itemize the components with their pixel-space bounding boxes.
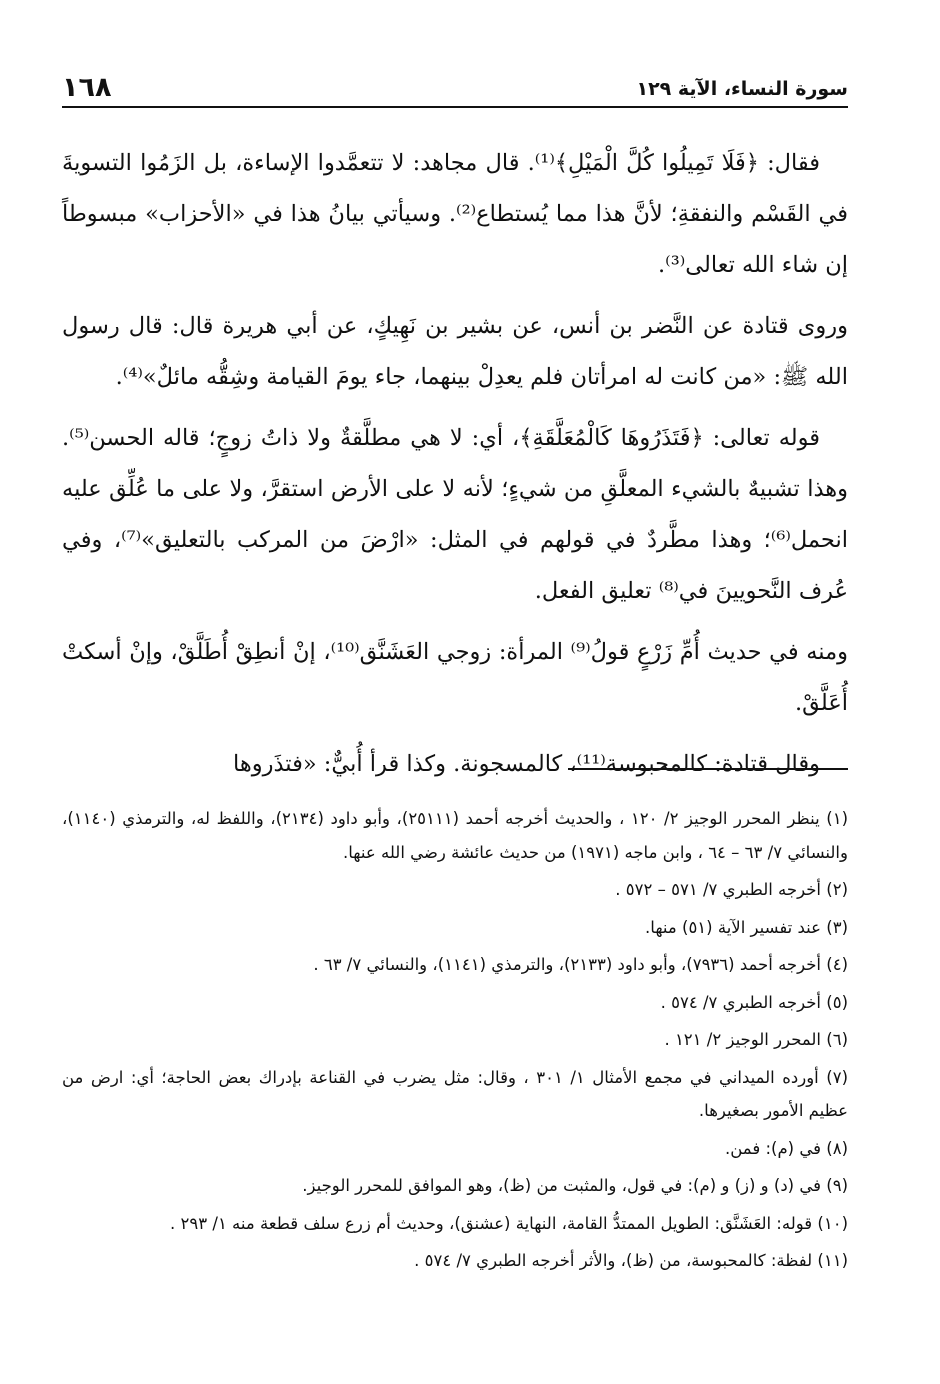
footnote: (٥) أخرجه الطبري ٧/ ٥٧٤ . [660, 992, 848, 1012]
footnote: (٩) في (د) و (ز) و (م): في قول، والمثبت من (ظ)، وهو الموافق للمحرر الوجيز. [302, 1176, 848, 1195]
footnote: (٨) في (م): فمن. [724, 1138, 848, 1158]
paragraph: وقال قتادة: كالمحبوسة⁽¹¹⁾، كالمسجونة. وكذا قرأ أُبيٌّ: «فتذَروها [233, 751, 820, 777]
paragraph: فقال: ﴿فَلَا تَمِيلُوا كُلَّ الْمَيْلِ﴾⁽¹⁾. قال مجاهد: لا تتعمَّدوا الإساءة، بل الزَمُوا التسويةَ في القَسْم والنفقةِ؛ لأنَّ هذا مما يُستطاع⁽²⁾. وسيأتي بيانُ هذا في «الأحزاب» مبسوطاً إن شاء الله تعالى⁽³⁾. [62, 150, 848, 278]
paragraph: ومنه في حديث أُمِّ زَرْعٍ قولُ⁽⁹⁾ المرأة: زوجي العَشَنَّق⁽¹⁰⁾، إنْ أنطِقْ أُطَلَّقْ، وإنْ أسكتْ أُعَلَّقْ. [62, 639, 848, 716]
footnote: (١٠) قوله: العَشَنَّق: الطويل الممتدُّ القامة، النهاية (عشنق)، وحديث أم زرع سلف قطعة منه ١/ ٢٩٣ . [170, 1213, 848, 1233]
footnote: (٤) أخرجه أحمد (٧٩٣٦)، وأبو داود (٢١٣٣)، والترمذي (١١٤١)، والنسائي ٧/ ٦٣ . [313, 955, 848, 974]
main-text [62, 138, 848, 800]
footnote: (١) ينظر المحرر الوجيز ٢/ ١٢٠ ، والحديث أخرجه أحمد (٢٥١١١)، وأبو داود (٢١٣٤)، واللفظ له، والترمذي (١١٤٠)، والنسائي ٧/ ٦٣ – ٦٤ ، وابن ماجه (١٩٧١) من حديث عائشة رضي الله عنها. [62, 809, 848, 862]
page-number: ١٦٨ [62, 72, 112, 103]
footnotes [62, 802, 848, 1282]
footnote: (٧) أورده الميداني في مجمع الأمثال ١/ ٣٠١ ، وقال: مثل يضرب في القناعة بإدراك بعض الحاجة؛ أي: ارض من عظيم الأمور بصغيرها. [62, 1067, 848, 1120]
footnote-divider [568, 768, 848, 770]
page-header [62, 66, 848, 108]
footnote: (١١) لفظة: كالمحبوسة، من (ظ)، والأثر أخرجه الطبري ٧/ ٥٧٤ . [414, 1251, 848, 1270]
paragraph: وروى قتادة عن النَّضر بن أنس، عن بشير بن نَهِيكٍ، عن أبي هريرة قال: قال رسول الله ﷺ: «من كانت له امرأتان فلم يعدِلْ بينهما، جاء يومَ القيامة وشِقُّه مائلٌ»⁽⁴⁾. [62, 313, 848, 390]
footnote: (٦) المحرر الوجيز ٢/ ١٢١ . [664, 1030, 848, 1049]
running-head: سورة النساء، الآية ١٢٩ [636, 78, 848, 100]
footnote: (٣) عند تفسير الآية (٥١) منها. [645, 917, 848, 937]
paragraph: قوله تعالى: ﴿فَتَذَرُوهَا كَالْمُعَلَّقَةِ﴾، أي: لا هي مطلَّقةٌ ولا ذاتُ زوجٍ؛ قاله الحسن⁽⁵⁾. وهذا تشبيهٌ بالشيء المعلَّقِ من شيءٍ؛ لأنه لا على الأرض استقرَّ، ولا على ما عُلِّق عليه انحمل⁽⁶⁾؛ وهذا مطَّردٌ في قولهم في المثل: «ارْضَ من المركب بالتعليق»⁽⁷⁾، وفي عُرف النَّحويينَ في⁽⁸⁾ تعليق الفعل. [62, 425, 848, 604]
footnote: (٢) أخرجه الطبري ٧/ ٥٧١ – ٥٧٢ . [615, 880, 848, 899]
